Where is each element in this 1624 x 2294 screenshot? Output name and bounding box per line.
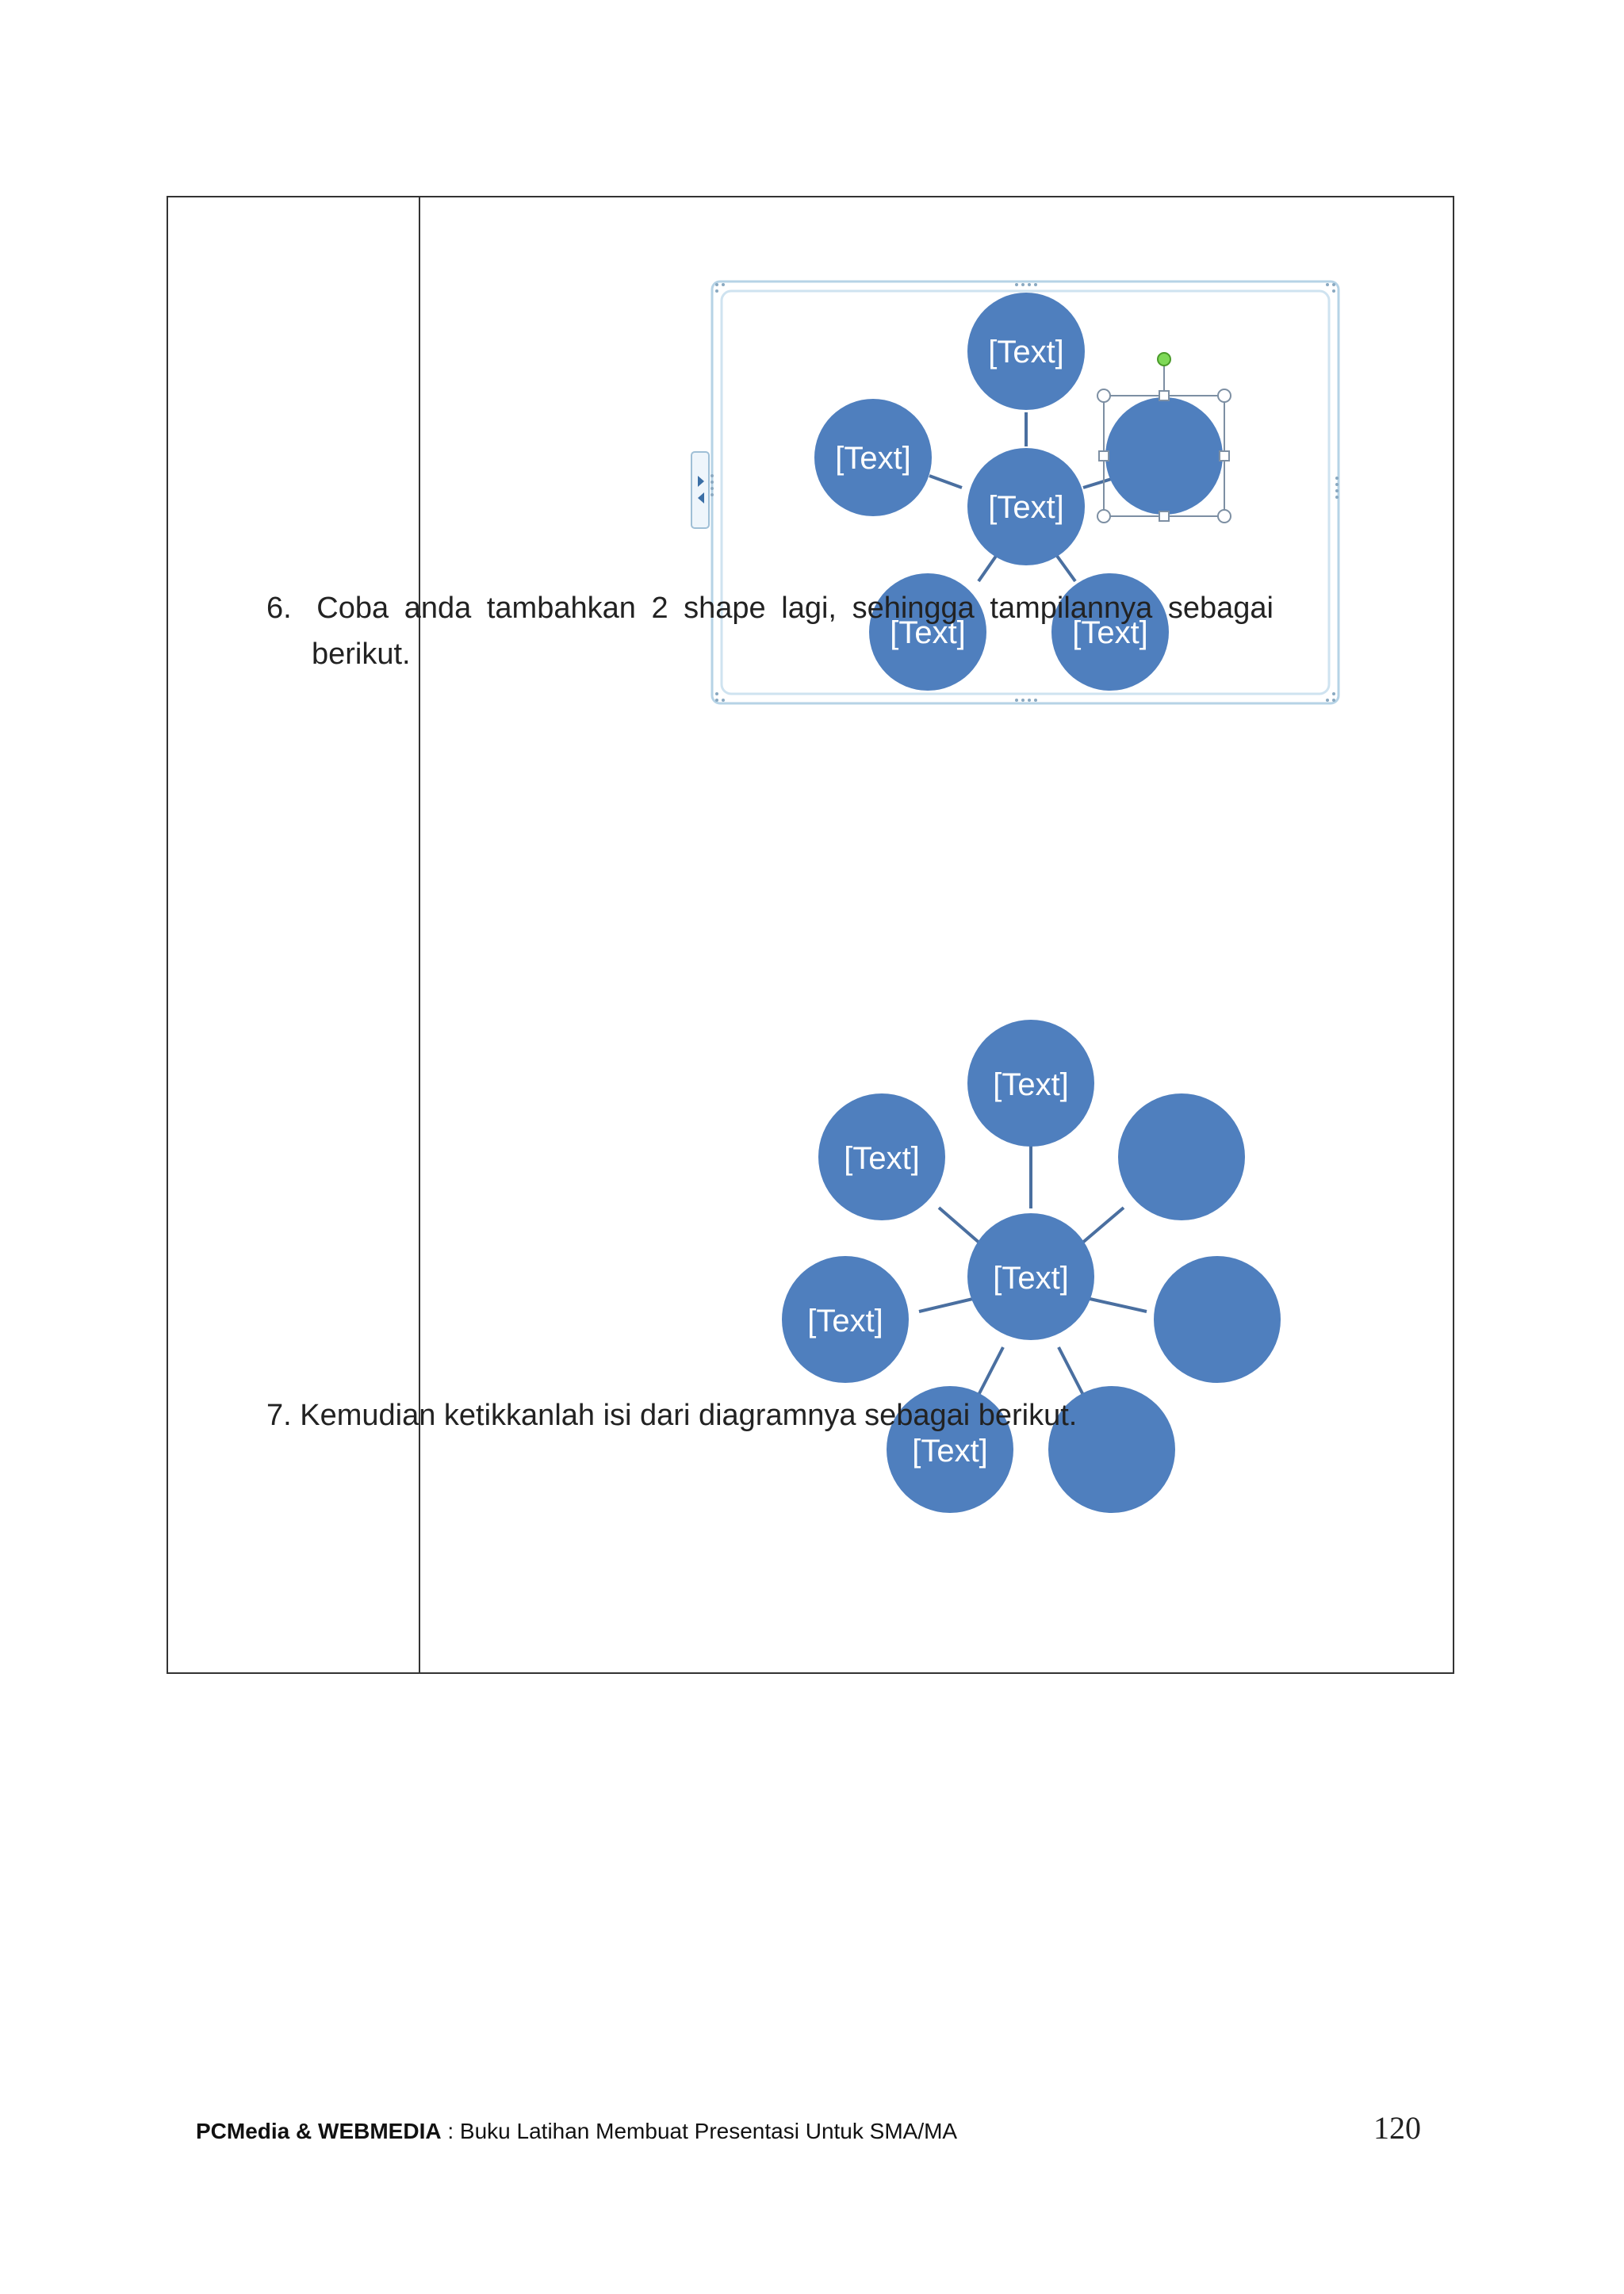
node-center[interactable] bbox=[967, 448, 1085, 565]
text-pane-toggle[interactable] bbox=[691, 452, 714, 528]
svg-text:[Text]: [Text] bbox=[993, 1067, 1069, 1102]
connector-upper-right bbox=[1081, 1208, 1124, 1244]
node-center[interactable] bbox=[967, 1213, 1094, 1340]
smartart-diagram-result[interactable] bbox=[777, 1015, 1300, 1522]
step-7-text: 7. Kemudian ketikkanlah isi dari diagramnya sebagai berikut. bbox=[266, 1399, 1078, 1432]
node-top[interactable] bbox=[967, 1020, 1094, 1147]
step-6-number: 6. bbox=[266, 592, 292, 625]
step-6-text bbox=[266, 585, 1274, 631]
smartart-diagram-editing[interactable] bbox=[688, 274, 1346, 710]
footer bbox=[196, 2119, 957, 2144]
node-upper-left[interactable] bbox=[818, 1093, 945, 1220]
svg-text:[Text]: [Text] bbox=[988, 335, 1064, 370]
connector-upper-left bbox=[939, 1208, 981, 1244]
svg-text:[Text]: [Text] bbox=[1072, 615, 1148, 650]
node-right[interactable] bbox=[1154, 1256, 1281, 1383]
svg-text:[Text]: [Text] bbox=[835, 441, 911, 476]
page-number: 120 bbox=[1373, 2110, 1421, 2146]
svg-text:[Text]: [Text] bbox=[988, 490, 1064, 525]
node-top[interactable] bbox=[967, 293, 1085, 410]
rotation-handle[interactable] bbox=[1158, 353, 1170, 366]
step-6-line2: berikut. bbox=[312, 638, 411, 671]
svg-text:[Text]: [Text] bbox=[912, 1434, 988, 1469]
step-6-line1: Coba anda tambahkan 2 shape lagi, sehingga tampilannya sebagai bbox=[316, 592, 1274, 625]
footer-title: : Buku Latihan Membuat Presentasi Untuk SMA/MA bbox=[441, 2119, 958, 2143]
svg-text:[Text]: [Text] bbox=[890, 615, 966, 650]
connector-right bbox=[1086, 1298, 1147, 1312]
node-left[interactable] bbox=[782, 1256, 909, 1383]
svg-text:[Text]: [Text] bbox=[993, 1261, 1069, 1296]
node-left[interactable] bbox=[814, 399, 932, 516]
svg-text:[Text]: [Text] bbox=[807, 1304, 883, 1338]
column-divider bbox=[419, 197, 420, 1672]
footer-brand: PCMedia & WEBMEDIA bbox=[196, 2119, 442, 2143]
connector-left bbox=[919, 1298, 976, 1312]
svg-text:[Text]: [Text] bbox=[844, 1141, 920, 1176]
node-upper-right[interactable] bbox=[1118, 1093, 1245, 1220]
